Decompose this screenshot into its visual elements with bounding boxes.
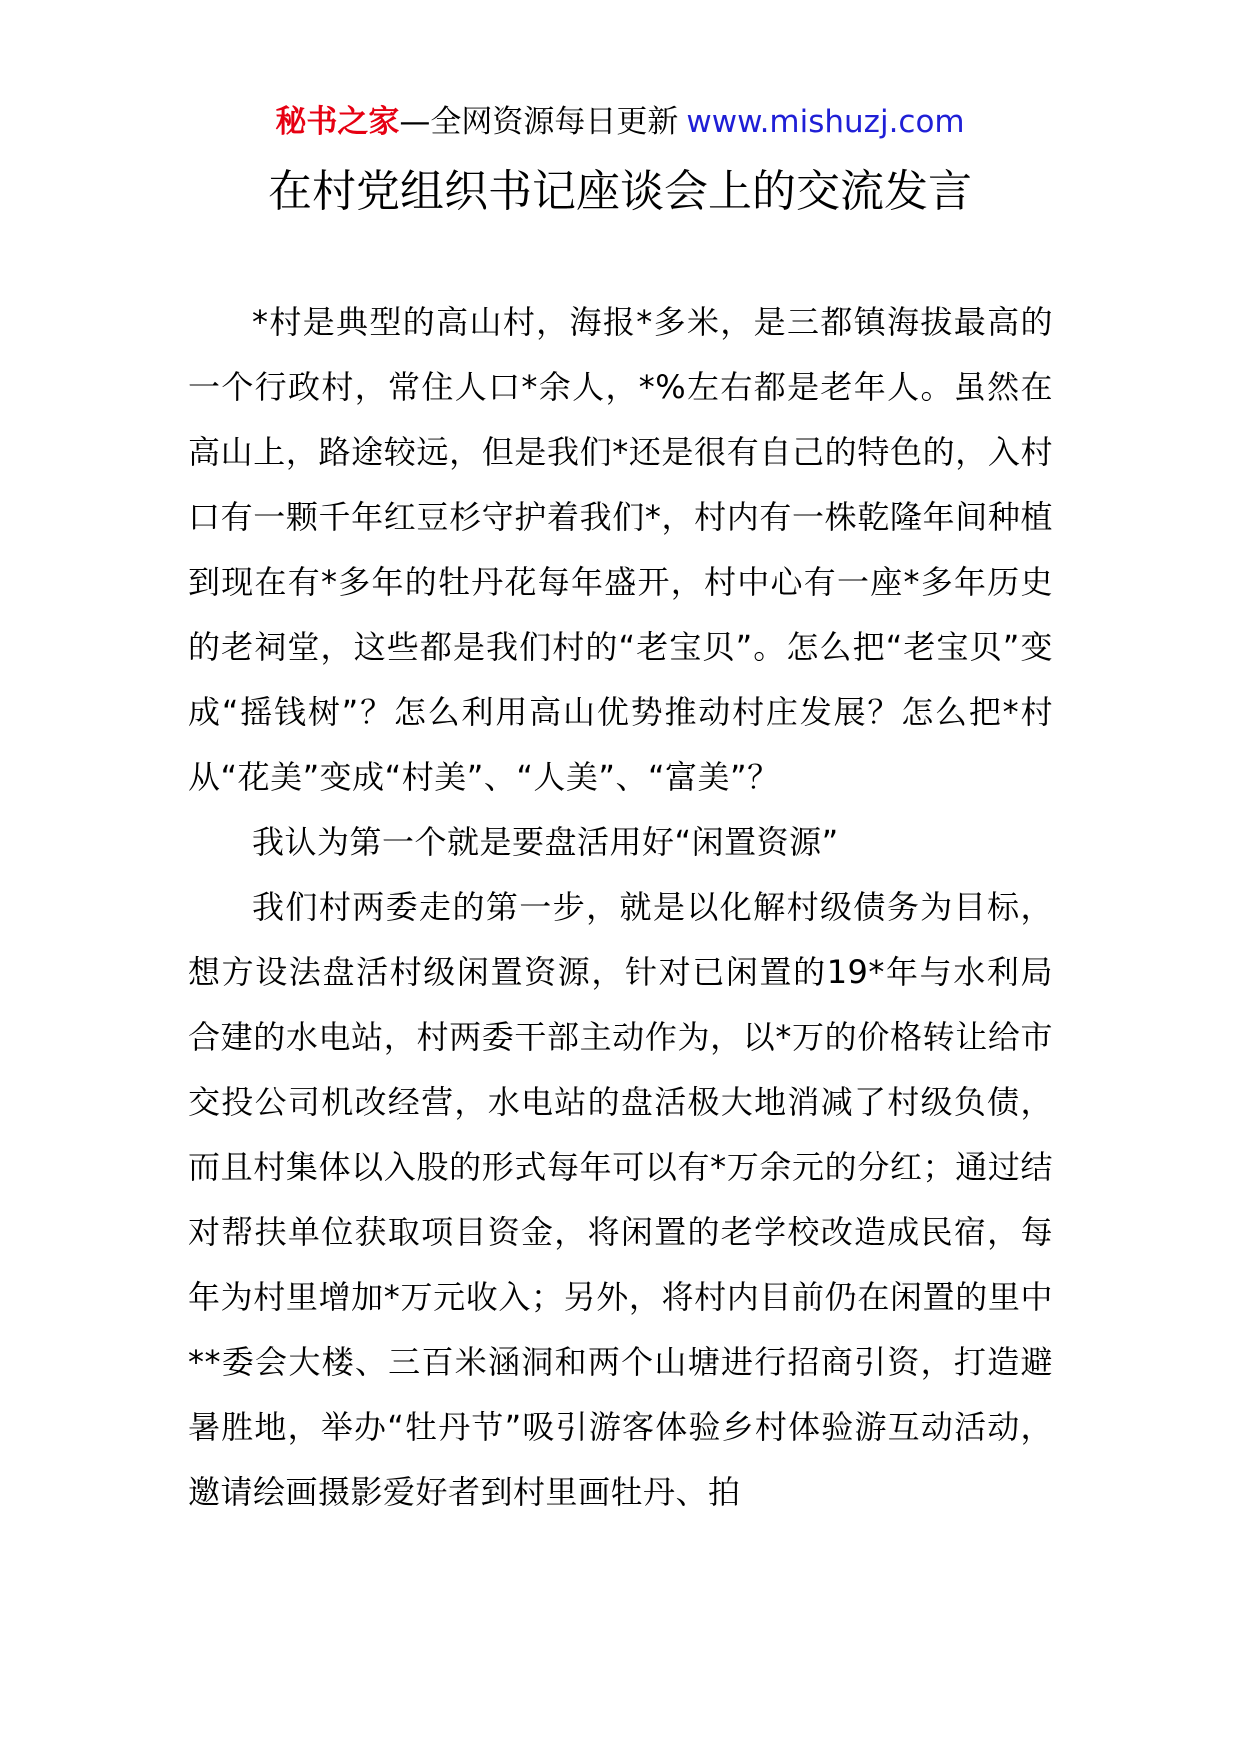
document-body: [188, 290, 1053, 1525]
site-url-link[interactable]: www.mishuzj.com: [686, 104, 965, 140]
document-title: 在村党组织书记座谈会上的交流发言: [268, 166, 972, 217]
body-paragraph-1: *村是典型的高山村，海报*多米，是三都镇海拔最高的一个行政村，常住人口*余人，*%左右都是老年人。虽然在高山上，路途较远，但是我们*还是很有自己的特色的，入村口有一颗千年红豆杉守护着我们*，村内有一株乾隆年间种植到现在有*多年的牡丹花每年盛开，村中心有一座*多年历史的老祠堂，这些都是我们村的“老宝贝”。怎么把“老宝贝”变成“摇钱树”？怎么利用高山优势推动村庄发展？怎么把*村从“花美”变成“村美”、“人美”、“富美”？: [188, 303, 1053, 796]
body-paragraph-3: 我们村两委走的第一步，就是以化解村级债务为目标，想方设法盘活村级闲置资源，针对已闲置的19*年与水利局合建的水电站，村两委干部主动作为，以*万的价格转让给市交投公司机改经营，水电站的盘活极大地消减了村级负债，而且村集体以入股的形式每年可以有*万余元的分红；通过结对帮扶单位获取项目资金，将闲置的老学校改造成民宿，每年为村里增加*万元收入；另外，将村内目前仍在闲置的里中**委会大楼、三百米涵洞和两个山塘进行招商引资，打造避暑胜地，举办“牡丹节”吸引游客体验乡村体验游互动活动，邀请绘画摄影爱好者到村里画牡丹、拍: [188, 888, 1053, 1511]
body-paragraph-2: 我认为第一个就是要盘活用好“闲置资源”: [252, 823, 839, 861]
brand-name: 秘书之家: [275, 104, 400, 140]
header-slogan: —全网资源每日更新: [399, 104, 679, 140]
site-header-banner: [0, 100, 1240, 144]
